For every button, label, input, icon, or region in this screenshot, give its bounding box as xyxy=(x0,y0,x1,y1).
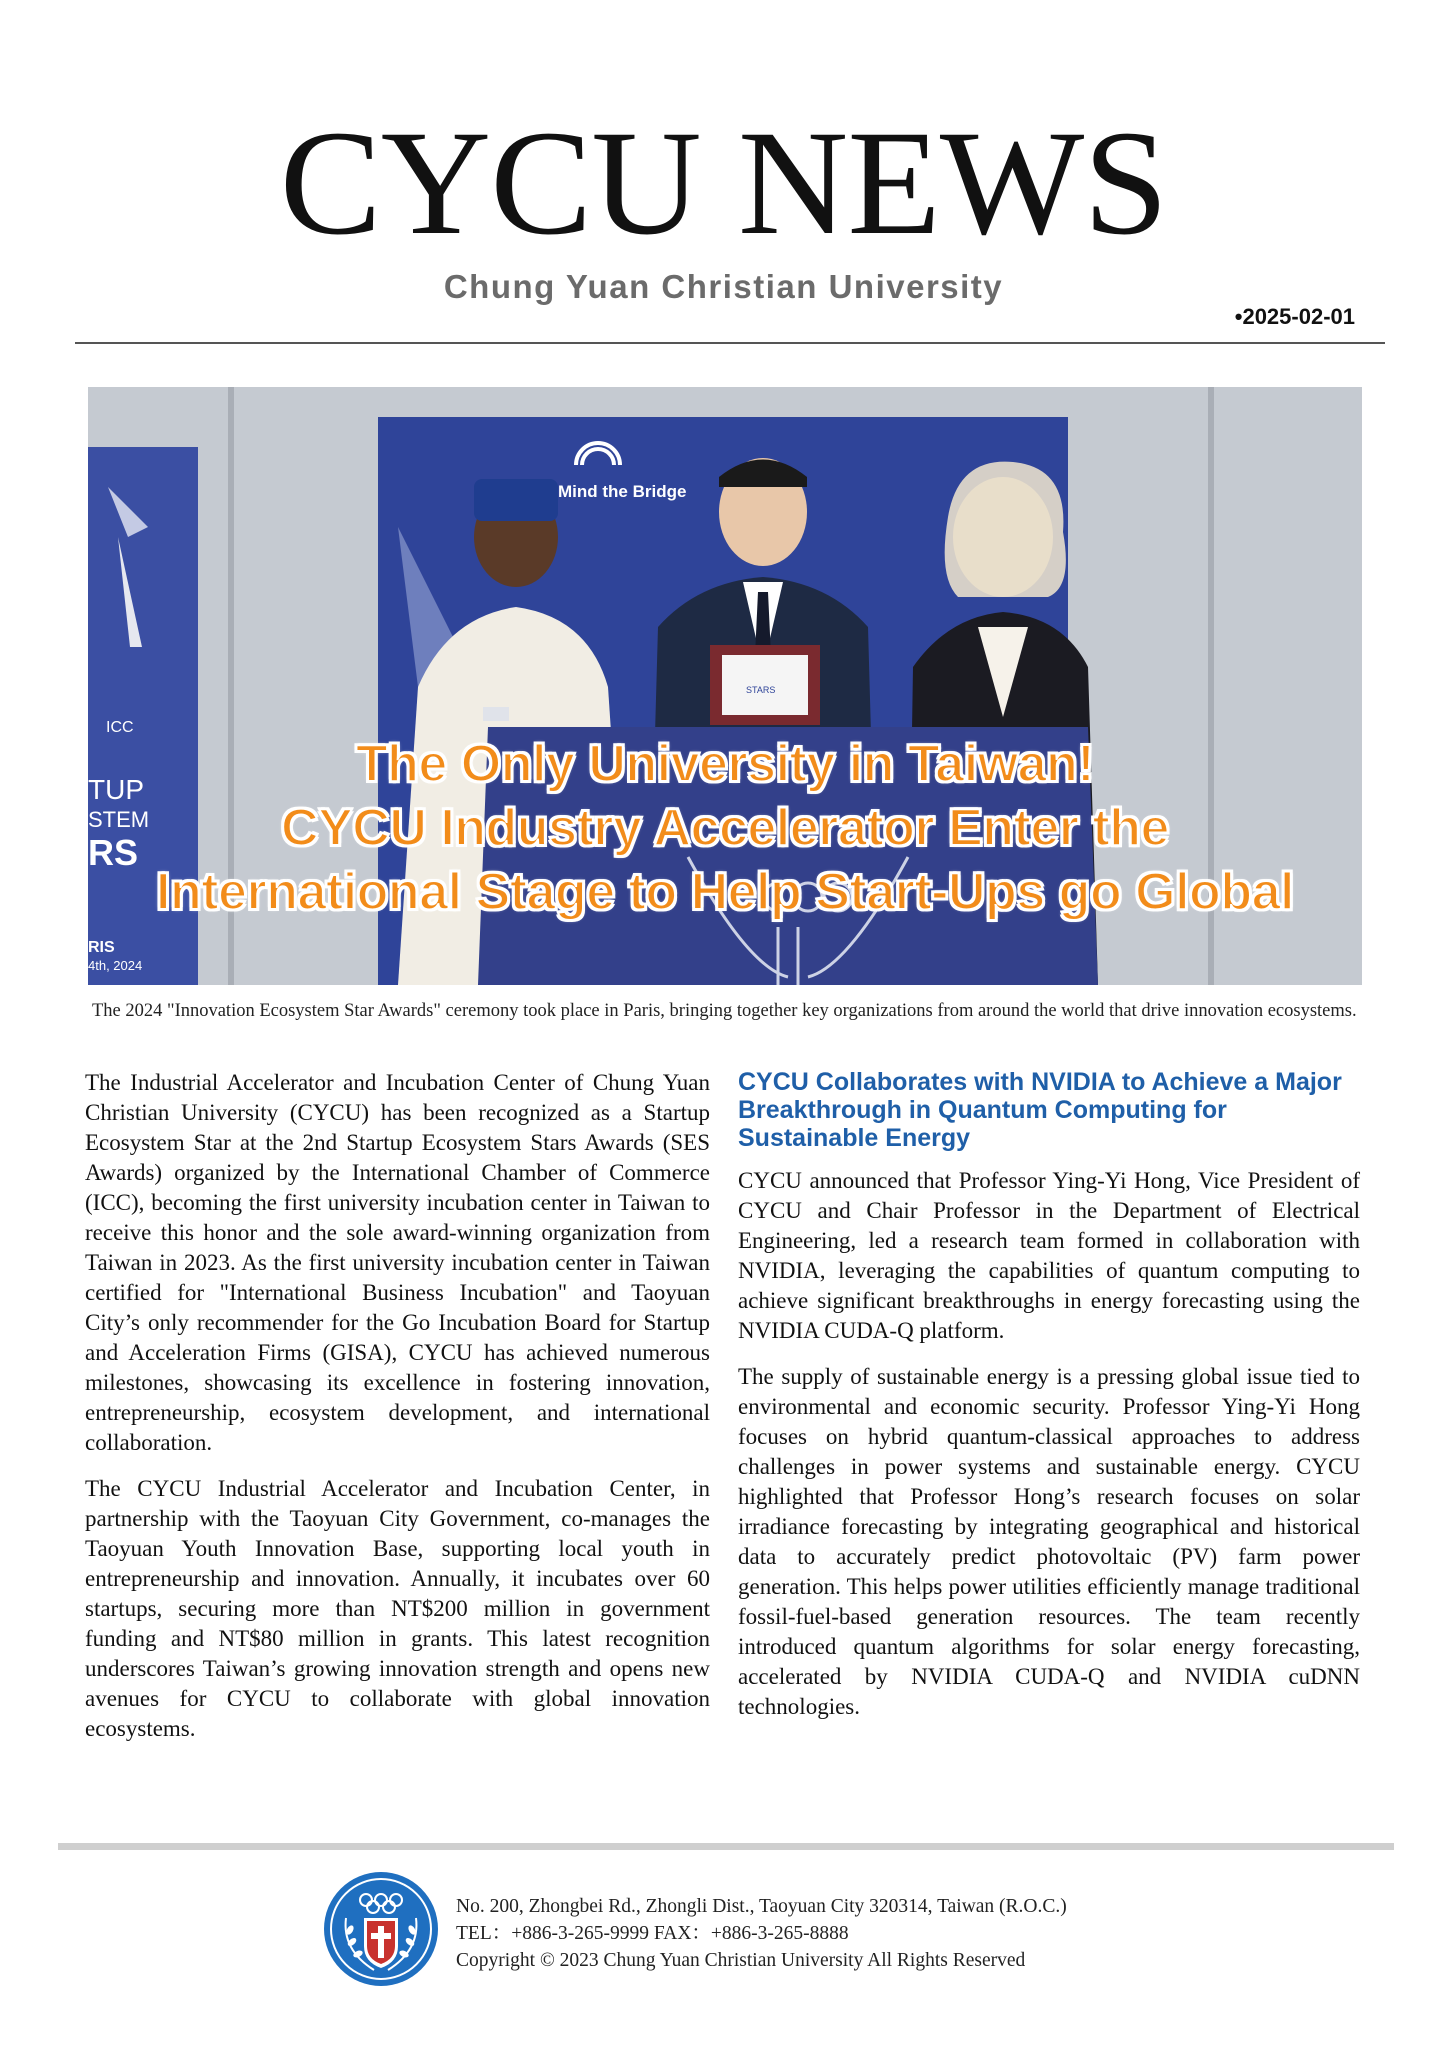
footer-phone: TEL：+886-3-265-9999 FAX：+886-3-265-8888 xyxy=(456,1923,849,1944)
footer-address: No. 200, Zhongbei Rd., Zhongli Dist., Taoyuan City 320314, Taiwan (R.O.C.) xyxy=(456,1896,1067,1917)
photo-caption: The 2024 "Innovation Ecosystem Star Awards" ceremony took place in Paris, bringing together key organizations from around the world that drive innovation ecosystems. xyxy=(92,1001,1357,1021)
masthead-title: CYCU NEWS xyxy=(279,100,1168,266)
masthead-subtitle: Chung Yuan Christian University xyxy=(443,268,1004,305)
icc-sign: ICC xyxy=(106,719,134,736)
article-1-paragraph: The Industrial Accelerator and Incubation Center of Chung Yuan Christian University (CYCU) has been recognized as a Startup Ecosystem Star at the 2nd Startup Ecosystem Stars Awards (SES Awards) organized by the International Chamber of Commerce (ICC), becoming the first university incubation center in Taiwan to receive this honor and the sole award-winning organization from Taiwan in 2023. As the first university incubation center in Taiwan certified for "International Business Incubation" and Taoyuan City’s only recommender for the Go Incubation Board for Startup and Acceleration Firms (GISA), CYCU has achieved numerous milestones, showcasing its excellence in fostering innovation, entrepreneurship, ecosystem development, and international collaboration. xyxy=(85,1070,710,1455)
footer-copyright: Copyright © 2023 Chung Yuan Christian University All Rights Reserved xyxy=(456,1950,1026,1971)
headline-line: CYCU Industry Accelerator Enter the xyxy=(281,799,1169,857)
paris-sign: RIS xyxy=(88,939,115,956)
headline-line: International Stage to Help Start-Ups go Global xyxy=(156,863,1294,921)
article-2-paragraph: The supply of sustainable energy is a pressing global issue tied to environmental and economic security. Professor Ying-Yi Hong focuses on hybrid quantum-classical approaches to address challenges in power systems and sustainable energy. CYCU highlighted that Professor Hong’s research focuses on solar irradiance forecasting by integrating geographical and historical data to accurately predict photovoltaic (PV) farm power generation. This helps power utilities efficiently manage traditional fossil-fuel-based generation resources. The team recently introduced quantum algorithms for solar energy forecasting, accelerated by NVIDIA CUDA-Q and NVIDIA cuDNN technologies. xyxy=(738,1364,1360,1719)
header-divider xyxy=(75,342,1385,344)
plaque-text: STARS xyxy=(746,685,776,695)
article-2 xyxy=(738,1068,1360,1738)
hero-photo xyxy=(88,387,1362,985)
event-date-sign: 4th, 2024 xyxy=(88,958,143,973)
issue-date: •2025-02-01 xyxy=(1234,304,1355,329)
system-sign: STEM xyxy=(88,807,150,832)
mind-the-bridge-sign: Mind the Bridge xyxy=(558,482,687,501)
cycu-emblem-icon xyxy=(322,1870,440,1988)
startup-sign: TUP xyxy=(88,774,144,805)
headline-line: The Only University in Taiwan! xyxy=(355,735,1095,793)
article-2-paragraph: CYCU announced that Professor Ying-Yi Hong, Vice President of CYCU and Chair Professor in the Department of Electrical Engineering, led a research team formed in collaboration with NVIDIA, leveraging the capabilities of quantum computing to achieve significant breakthroughs in energy forecasting using the NVIDIA CUDA-Q platform. xyxy=(738,1168,1360,1343)
footer-contact xyxy=(456,1893,1067,1974)
hero-headline xyxy=(88,732,1362,924)
article-1-paragraph: The CYCU Industrial Accelerator and Incubation Center, in partnership with the Taoyuan City Government, co-manages the Taoyuan Youth Innovation Base, supporting local youth in entrepreneurship and innovation. Annually, it incubates over 60 startups, securing more than NT$200 million in government funding and NT$80 million in grants. This latest recognition underscores Taiwan’s growing innovation strength and opens new avenues for CYCU to collaborate with global innovation ecosystems. xyxy=(85,1476,710,1741)
article-2-title: CYCU Collaborates with NVIDIA to Achieve a Major Breakthrough in Quantum Computing for Sustainable Energy xyxy=(738,1068,1342,1152)
footer-divider xyxy=(58,1843,1394,1850)
stars-sign: RS xyxy=(88,832,139,873)
article-1 xyxy=(85,1068,710,1760)
